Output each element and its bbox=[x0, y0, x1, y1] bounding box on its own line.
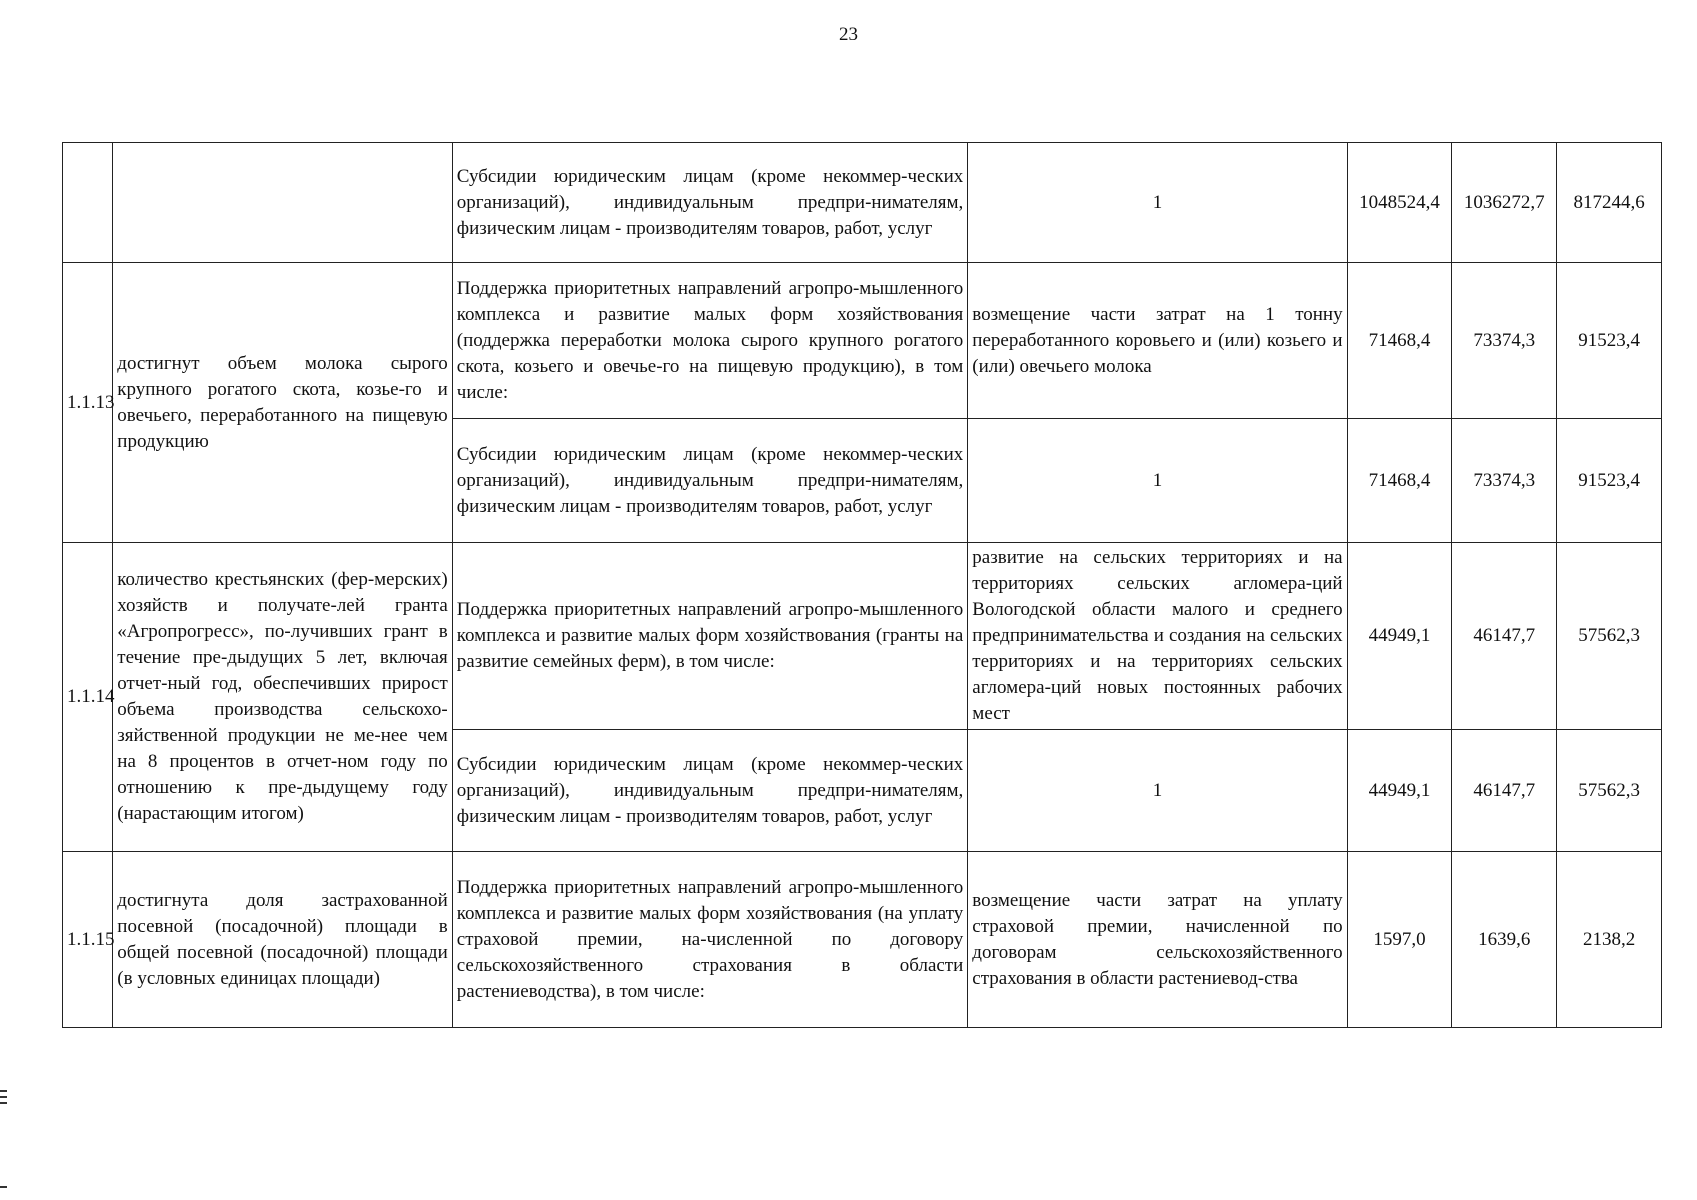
scan-margin-mark bbox=[0, 1186, 7, 1188]
table-row bbox=[63, 543, 1662, 730]
value-cell-year3: 91523,4 bbox=[1557, 419, 1662, 543]
source-cell: Субсидии юридическим лицам (кроме некоммер-ческих организаций), индивидуальным предпри-нимателям, физическим лицам - производителям товаров, работ, услуг bbox=[452, 143, 968, 263]
value-cell-year3: 57562,3 bbox=[1557, 730, 1662, 852]
direction-cell: возмещение части затрат на уплату страховой премии, начисленной по договорам сельскохозяйственного страхования в области растениевод-ства bbox=[968, 852, 1347, 1028]
indicator-cell: количество крестьянских (фер-мерских) хозяйств и получате-лей гранта «Агропрогресс», по-лучивших грант в течение пре-дыдущих 5 лет, включая отчет-ный год, обеспечивших прирост объема производства сельскохо-зяйственной продукции не ме-нее чем на 8 процентов в отчет-ном году по отношению к пре-дыдущему году (нарастающим итогом) bbox=[113, 543, 452, 852]
table-row bbox=[63, 263, 1662, 419]
value-cell-year3: 817244,6 bbox=[1557, 143, 1662, 263]
direction-cell: возмещение части затрат на 1 тонну переработанного коровьего и (или) козьего и (или) овечьего молока bbox=[968, 263, 1347, 419]
value-cell-year3: 91523,4 bbox=[1557, 263, 1662, 419]
value-cell-year1: 44949,1 bbox=[1347, 730, 1452, 852]
value-cell-year3: 2138,2 bbox=[1557, 852, 1662, 1028]
value-cell-year2: 46147,7 bbox=[1452, 543, 1557, 730]
value-cell-year2: 1036272,7 bbox=[1452, 143, 1557, 263]
source-cell: Поддержка приоритетных направлений агропро-мышленного комплекса и развитие малых форм хозяйствования (на уплату страховой премии, на-численной по договору сельскохозяйственного страхования в области растениеводства), в том числе: bbox=[452, 852, 968, 1028]
table-row bbox=[63, 143, 1662, 263]
row-code-cell: 1.1.15 bbox=[63, 852, 113, 1028]
scan-margin-mark bbox=[0, 1102, 7, 1104]
direction-cell: развитие на сельских территориях и на территориях сельских агломера-ций Вологодской области малого и среднего предпринимательства и создания на сельских территориях и на территориях сельских агломера-ций новых постоянных рабочих мест bbox=[968, 543, 1347, 730]
value-cell-year1: 1597,0 bbox=[1347, 852, 1452, 1028]
source-cell: Субсидии юридическим лицам (кроме некоммер-ческих организаций), индивидуальным предпри-нимателям, физическим лицам - производителям товаров, работ, услуг bbox=[452, 730, 968, 852]
row-code-cell: 1.1.14 bbox=[63, 543, 113, 852]
table-row bbox=[63, 852, 1662, 1028]
budget-table bbox=[62, 142, 1662, 1028]
indicator-cell: достигнута доля застрахованной посевной (посадочной) площади в общей посевной (посадочной) площади (в условных единицах площади) bbox=[113, 852, 452, 1028]
source-cell: Поддержка приоритетных направлений агропро-мышленного комплекса и развитие малых форм хозяйствования (поддержка переработки молока сырого крупного рогатого скота, козьего и овечье-го на пищевую продукцию), в том числе: bbox=[452, 263, 968, 419]
direction-cell: 1 bbox=[968, 730, 1347, 852]
page-number: 23 bbox=[839, 24, 858, 45]
value-cell-year1: 71468,4 bbox=[1347, 419, 1452, 543]
value-cell-year2: 46147,7 bbox=[1452, 730, 1557, 852]
value-cell-year2: 1639,6 bbox=[1452, 852, 1557, 1028]
direction-cell: 1 bbox=[968, 419, 1347, 543]
value-cell-year1: 71468,4 bbox=[1347, 263, 1452, 419]
source-cell: Поддержка приоритетных направлений агропро-мышленного комплекса и развитие малых форм хозяйствования (гранты на развитие семейных ферм), в том числе: bbox=[452, 543, 968, 730]
value-cell-year1: 1048524,4 bbox=[1347, 143, 1452, 263]
value-cell-year3: 57562,3 bbox=[1557, 543, 1662, 730]
value-cell-year1: 44949,1 bbox=[1347, 543, 1452, 730]
value-cell-year2: 73374,3 bbox=[1452, 419, 1557, 543]
direction-cell: 1 bbox=[968, 143, 1347, 263]
source-cell: Субсидии юридическим лицам (кроме некоммер-ческих организаций), индивидуальным предпри-нимателям, физическим лицам - производителям товаров, работ, услуг bbox=[452, 419, 968, 543]
indicator-cell: достигнут объем молока сырого крупного рогатого скота, козье-го и овечьего, переработанного на пищевую продукцию bbox=[113, 263, 452, 543]
row-code-cell bbox=[63, 143, 113, 263]
scan-margin-mark bbox=[0, 1090, 7, 1092]
scan-margin-mark bbox=[0, 1096, 7, 1098]
row-code-cell: 1.1.13 bbox=[63, 263, 113, 543]
value-cell-year2: 73374,3 bbox=[1452, 263, 1557, 419]
indicator-cell bbox=[113, 143, 452, 263]
